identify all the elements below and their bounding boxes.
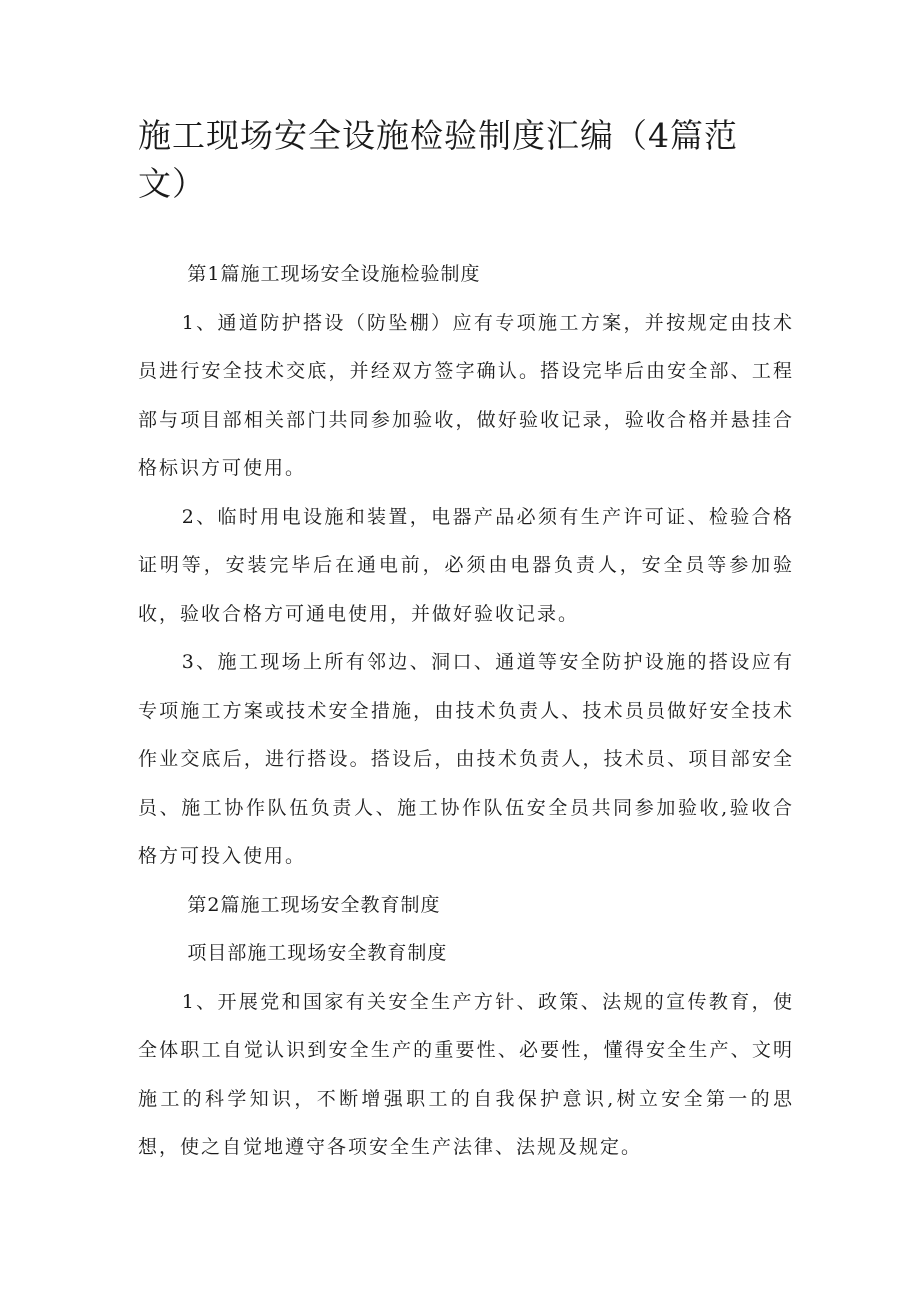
section-2-heading: 第2篇施工现场安全教育制度 [187,893,441,916]
section-1-paragraph-1: 1、通道防护搭设（防坠棚）应有专项施工方案，并按规定由技术员进行安全技术交底，并经双方签字确认。搭设完毕后由安全部、工程部与项目部相关部门共同参加验收，做好验收记录，验收合格并悬挂合格标识方可使用。 [138,311,794,479]
document-body [138,250,794,1172]
document-title: 施工现场安全设施检验制度汇编（4篇范文） [138,116,738,203]
section-1-heading: 第1篇施工现场安全设施检验制度 [187,263,481,285]
section-2-subheading: 项目部施工现场安全教育制度 [187,942,448,964]
section-1-paragraph-2: 2、临时用电设施和装置，电器产品必须有生产许可证、检验合格证明等，安装完毕后在通电前，必须由电器负责人，安全员等参加验收，验收合格方可通电使用，并做好验收记录。 [138,505,794,625]
section-1-paragraph-3: 3、施工现场上所有邻边、洞口、通道等安全防护设施的搭设应有专项施工方案或技术安全措施，由技术负责人、技术员员做好安全技术作业交底后，进行搭设。搭设后，由技术负责人，技术员、项目部安全员、施工协作队伍负责人、施工协作队伍安全员共同参加验收,验收合格方可投入使用。 [138,651,794,867]
section-2-paragraph-1: 1、开展党和国家有关安全生产方针、政策、法规的宣传教育，使全体职工自觉认识到安全生产的重要性、必要性，懂得安全生产、文明施工的科学知识，不断增强职工的自我保护意识,树立安全第一的思想，使之自觉地遵守各项安全生产法律、法规及规定。 [138,990,794,1158]
